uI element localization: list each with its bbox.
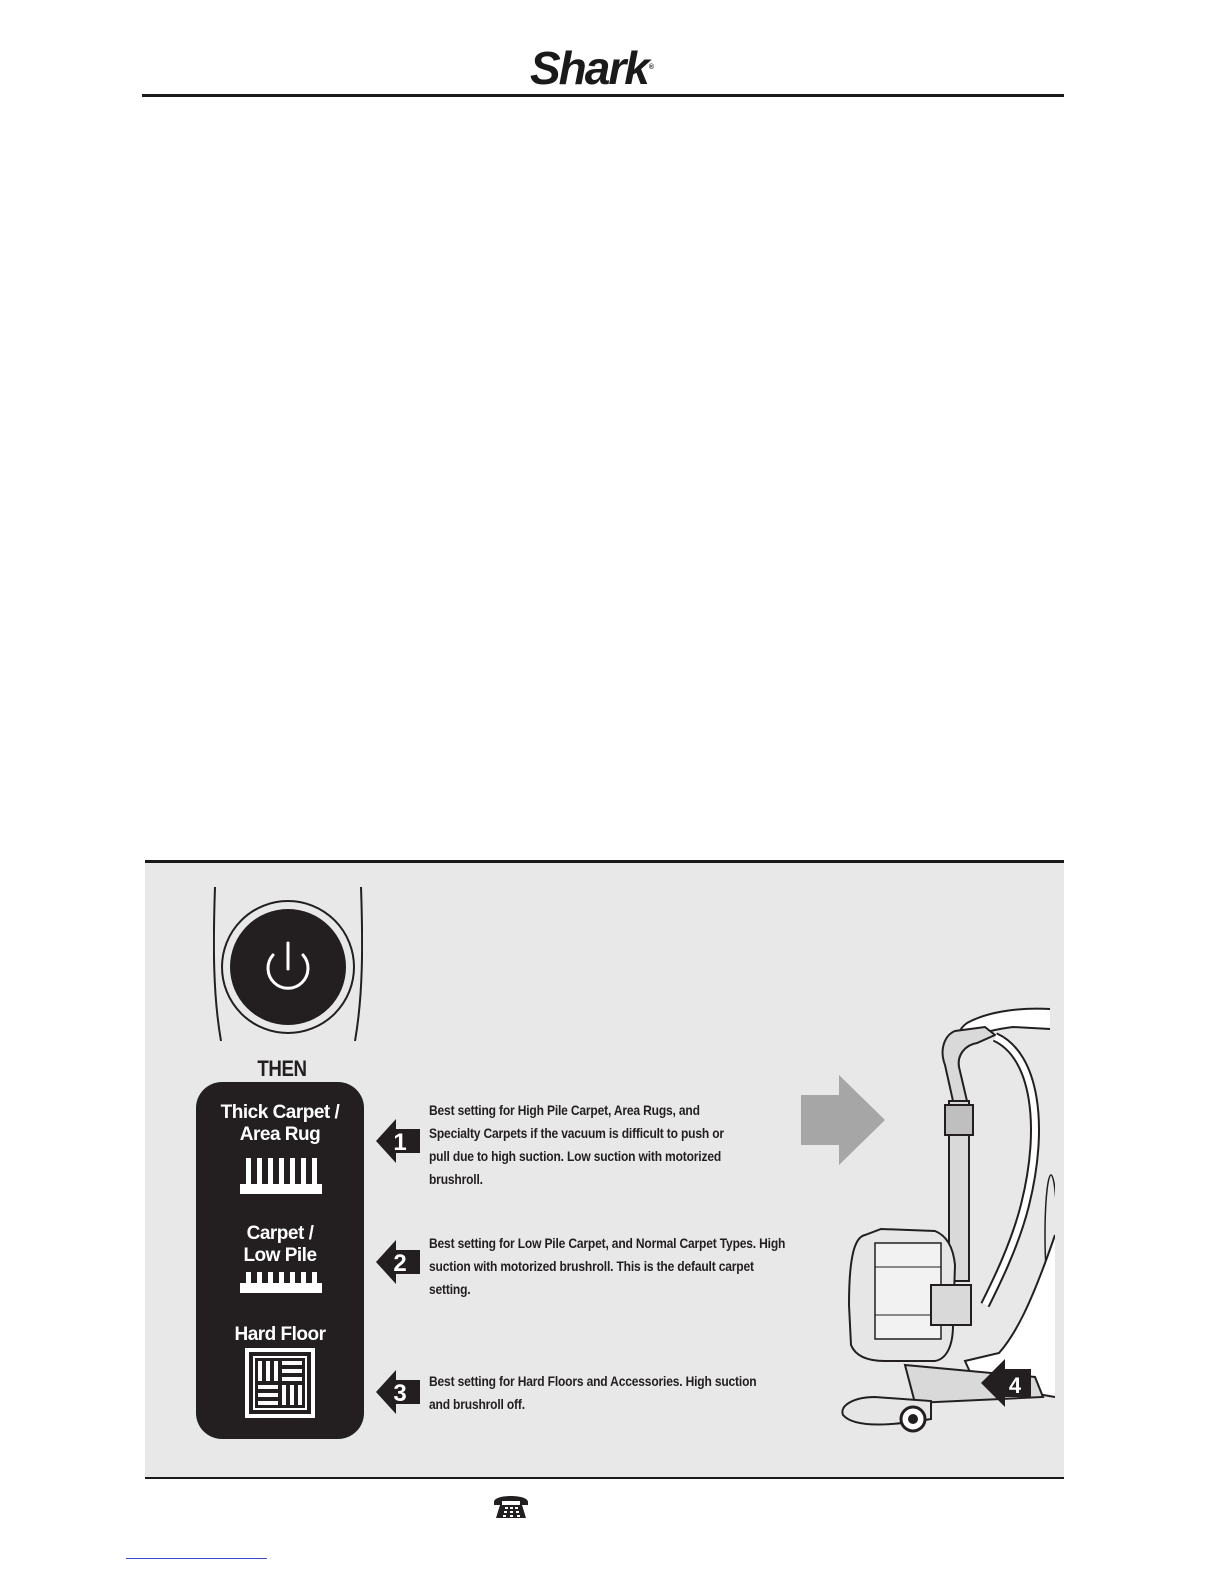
step-2-number: 2: [393, 1250, 407, 1277]
svg-text:4: 4: [1008, 1373, 1022, 1398]
mode-thick-carpet-label: Thick Carpet / Area Rug: [220, 1102, 340, 1145]
power-button-icon: [213, 885, 363, 1041]
shark-logo: [530, 44, 690, 92]
step-2-description: Best setting for Low Pile Carpet, and Normal Carpet Types. High suction with motorized brushroll. This is the default carpet setting.: [429, 1235, 786, 1297]
step-3-number: 3: [393, 1380, 407, 1407]
registered-mark: ®: [648, 64, 655, 71]
mode-carpet-label: Carpet / Low Pile: [243, 1223, 317, 1266]
mode-hard-floor-label: Hard Floor: [234, 1324, 326, 1345]
then-label: THEN: [257, 1056, 307, 1081]
step-1-description: Best setting for High Pile Carpet, Area Rugs, and Specialty Carpets if the vacuum is difficult to push or pull due to high suction. Low suction with motorized brushroll.: [429, 1102, 724, 1187]
telephone-icon: [492, 1492, 530, 1520]
floor-tiles-icon: [245, 1348, 315, 1418]
hyperlink-underline[interactable]: [126, 1558, 267, 1559]
vacuum-illustration: [835, 1005, 1055, 1441]
step-3-arrow-icon: [376, 1368, 420, 1416]
step-1-number: 1: [393, 1129, 407, 1156]
step-3-description: Best setting for Hard Floors and Accessories. High suction and brushroll off.: [429, 1373, 757, 1412]
step-2-arrow-icon: [376, 1238, 420, 1286]
step-1-arrow-icon: [376, 1117, 420, 1165]
brand-name: Shark: [530, 42, 648, 94]
floor-mode-selector: [196, 1082, 364, 1439]
suction-settings-panel: [145, 860, 1064, 1479]
short-brush-icon: [238, 1270, 324, 1298]
tall-brush-icon: [238, 1156, 324, 1198]
header-divider: [142, 94, 1064, 97]
